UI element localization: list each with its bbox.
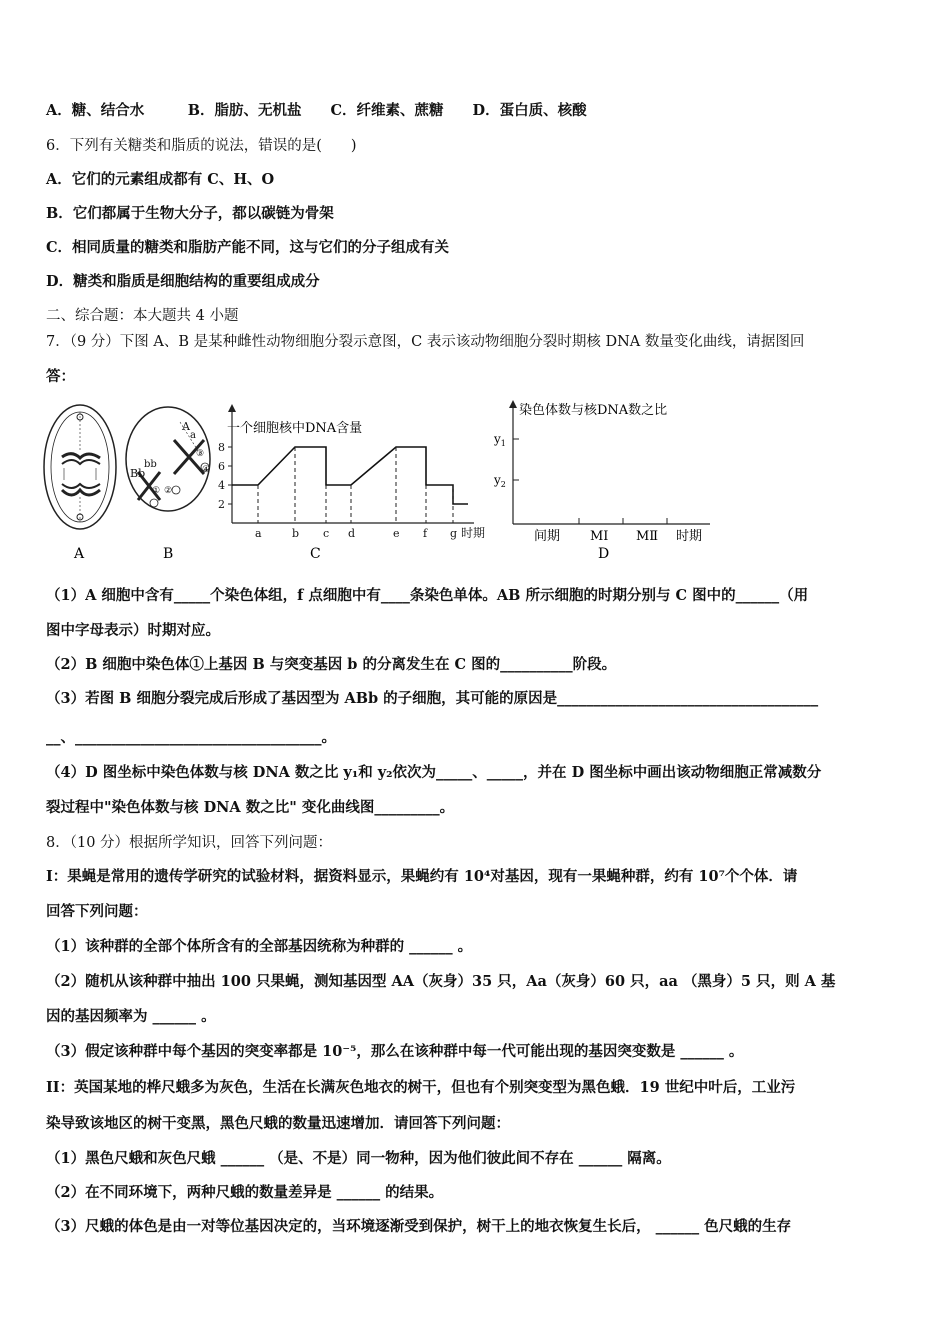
cell-b-gene-labels bbox=[130, 420, 210, 496]
cell-a-diagram bbox=[44, 405, 116, 529]
chart-c-xtick-label-f: f bbox=[423, 527, 428, 540]
q8-part-ii-q1: （1）黑色尺蛾和灰色尺蛾 ______ （是、不是）同一物种，因为他们彼此间不存在 ______ 隔离。 bbox=[46, 1150, 671, 1167]
q7-stem-line1: 7．（9 分）下图 A、B 是某种雌性动物细胞分裂示意图，C 表示该动物细胞分裂时期核 DNA 数量变化曲线，请据图回 bbox=[46, 334, 805, 350]
chart-c bbox=[218, 404, 485, 540]
chromosome-num-4: ④ bbox=[202, 465, 211, 475]
q8-part-i-q3: （3）假定该种群中每个基因的突变率都是 10⁻⁵，那么在该种群中每一代可能出现的基因突变数是 ______ 。 bbox=[46, 1043, 744, 1060]
q7-part3-line1: （3）若图 B 细胞分裂完成后形成了基因型为 ABb 的子细胞，其可能的原因是____________________________________ bbox=[46, 690, 819, 707]
q8-part-ii-q2: （2）在不同环境下，两种尺蛾的数量差异是 ______ 的结果。 bbox=[46, 1184, 444, 1201]
q8-part-i-q2-line1: （2）随机从该种群中抽出 100 只果蝇，测知基因型 AA（灰身）35 只，Aa（灰身）60 只，aa （黑身）5 只，则 A 基 bbox=[46, 973, 836, 990]
chart-c-xtick-label-e: e bbox=[393, 527, 400, 540]
q7-figure bbox=[42, 392, 912, 567]
gene-big-b: Bb bbox=[130, 467, 146, 480]
chart-d-xlabel-period: 时期 bbox=[676, 529, 703, 544]
q7-part3-line2: __、__________________________________。 bbox=[46, 729, 336, 746]
q8-part-ii-line2: 染导致该地区的树干变黑，黑色尺蛾的数量迅速增加．请回答下列问题： bbox=[46, 1115, 510, 1132]
chart-d-y1-label: $y_1$ bbox=[494, 432, 506, 448]
chart-c-y-arrow bbox=[228, 404, 236, 412]
chart-c-xtick-label-c: c bbox=[323, 527, 330, 540]
q7-part4-line2: 裂过程中"染色体数与核 DNA 数之比" 变化曲线图_________。 bbox=[46, 799, 455, 816]
gene-big-a: A bbox=[182, 420, 190, 433]
q8-part-ii-q3: （3）尺蛾的体色是由一对等位基因决定的，当环境逐渐受到保护，树干上的地衣恢复生长后， ______ 色尺蛾的生存 bbox=[46, 1218, 792, 1235]
q5-options: A．糖、结合水 B．脂肪、无机盐 C．纤维素、蔗糖 D．蛋白质、核酸 bbox=[46, 102, 587, 119]
gene-small-b: bb bbox=[144, 459, 157, 470]
q8-part-i-q1: （1）该种群的全部个体所含有的全部基因统称为种群的 ______ 。 bbox=[46, 938, 473, 955]
chromosome-num-1: ① bbox=[152, 486, 161, 496]
chart-d-y2-label: $y_2$ bbox=[494, 473, 506, 489]
gene-small-a: a bbox=[190, 430, 196, 441]
chart-c-xtick-label-d: d bbox=[348, 527, 356, 540]
q6-stem: 6．下列有关糖类和脂质的说法，错误的是( ) bbox=[46, 138, 357, 154]
chart-c-xtick-label-g: g bbox=[450, 527, 458, 540]
chart-d-xlabel-m1: MⅠ bbox=[590, 529, 609, 544]
q7-figure-svg bbox=[42, 392, 912, 567]
q7-part1-line2: 图中字母表示）时期对应。 bbox=[46, 622, 220, 639]
q7-part1-line1: （1）A 细胞中含有_____个染色体组，f 点细胞中有____条染色单体。AB 所示细胞的时期分别与 C 图中的______（用 bbox=[46, 587, 809, 604]
q6-option-c: C．相同质量的糖类和脂肪产能不同，这与它们的分子组成有关 bbox=[46, 239, 450, 256]
q8-part-i-q2-line2: 因的基因频率为 ______ 。 bbox=[46, 1008, 216, 1025]
chart-c-ytick-label: 4 bbox=[218, 479, 225, 492]
chart-c-xtick-label-b: b bbox=[292, 527, 300, 540]
figure-label-c: C bbox=[310, 546, 321, 562]
chromosome-num-2: ② bbox=[164, 486, 173, 496]
q6-option-a: A．它们的元素组成都有 C、H、O bbox=[46, 171, 275, 188]
q7-part4-line1: （4）D 图坐标中染色体数与核 DNA 数之比 y₁和 y₂依次为_____、_____，并在 D 图坐标中画出该动物细胞正常减数分 bbox=[46, 764, 822, 781]
figure-label-b: B bbox=[163, 546, 174, 562]
chart-d-title: 染色体数与核DNA数之比 bbox=[519, 403, 668, 418]
chart-d-y-arrow bbox=[509, 400, 517, 408]
chart-c-ytick-label: 2 bbox=[218, 498, 225, 511]
q6-option-d: D．糖类和脂质是细胞结构的重要组成成分 bbox=[46, 273, 320, 290]
chart-c-title: 一个细胞核中DNA含量 bbox=[227, 421, 363, 436]
chart-c-ytick-label: 8 bbox=[218, 441, 225, 454]
chart-d-xlabel-m2: MⅡ bbox=[636, 529, 659, 544]
figure-label-d: D bbox=[598, 546, 610, 562]
chart-c-ytick-label: 6 bbox=[218, 460, 225, 473]
q6-option-b: B．它们都属于生物大分子，都以碳链为骨架 bbox=[46, 205, 334, 222]
q8-part-i-line1: I：果蝇是常用的遗传学研究的试验材料，据资料显示，果蝇约有 10⁴对基因，现有一果蝇种群，约有 10⁷个个体．请 bbox=[46, 868, 798, 885]
q8-part-ii-line1: II：英国某地的桦尺蛾多为灰色，生活在长满灰色地衣的树干，但也有个别突变型为黑色蛾．19 世纪中叶后，工业污 bbox=[46, 1079, 796, 1096]
figure-label-a: A bbox=[74, 546, 85, 562]
chart-c-xlabel: 时期 bbox=[461, 526, 486, 540]
q7-part2: （2）B 细胞中染色体①上基因 B 与突变基因 b 的分离发生在 C 图的__________阶段。 bbox=[46, 656, 617, 673]
q8-part-i-line2: 回答下列问题： bbox=[46, 903, 148, 920]
chart-d-xlabel-interphase: 间期 bbox=[534, 529, 561, 544]
q8-stem: 8．（10 分）根据所学知识，回答下列问题： bbox=[46, 835, 333, 851]
chart-d bbox=[493, 400, 710, 544]
chromosome-num-3: ③ bbox=[196, 449, 205, 459]
chart-c-xtick-label-a: a bbox=[255, 527, 262, 540]
q7-stem-line2: 答： bbox=[46, 368, 75, 385]
chart-c-series-line bbox=[232, 447, 468, 504]
section-heading: 二、综合题：本大题共 4 小题 bbox=[46, 308, 239, 324]
